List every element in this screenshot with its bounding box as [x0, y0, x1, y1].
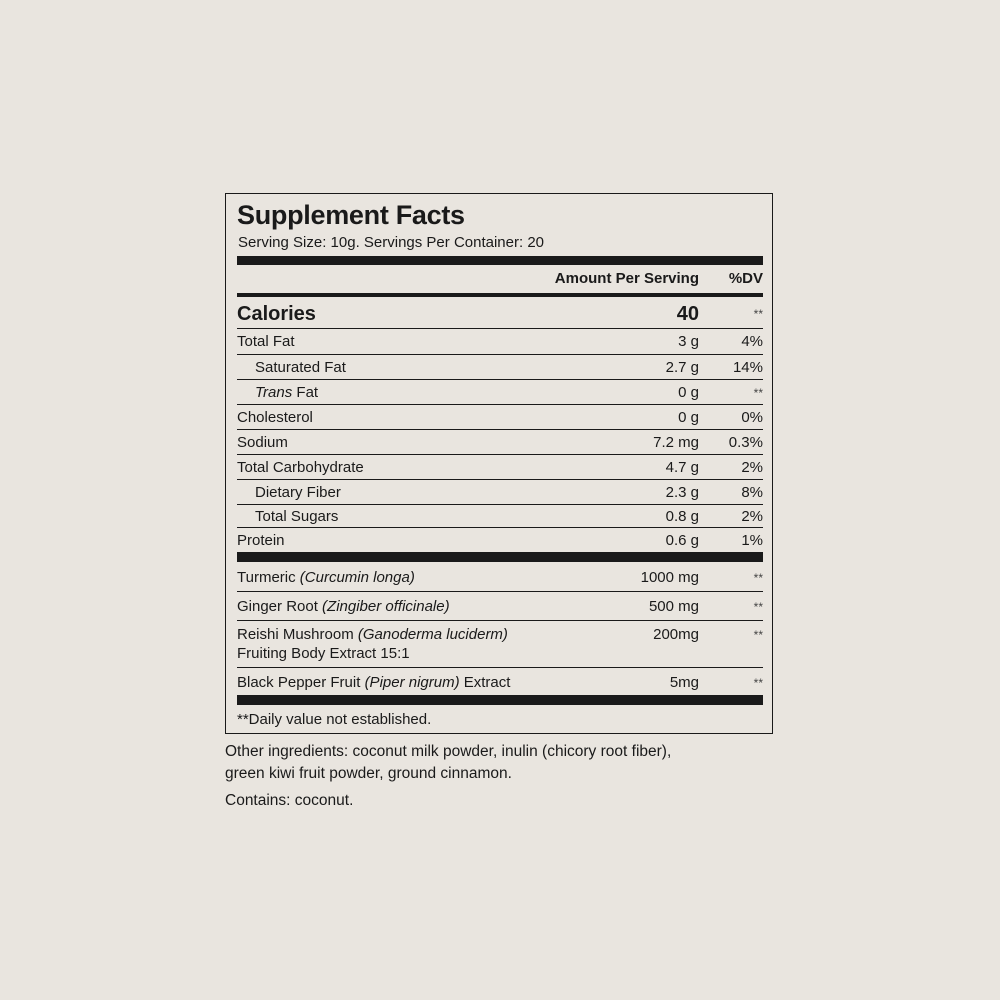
thick-divider	[237, 256, 763, 265]
other-ingredients-line: green kiwi fruit powder, ground cinnamon.	[225, 765, 512, 782]
nutrient-amount: 7.2 mg	[653, 434, 699, 451]
header-amount: Amount Per Serving	[554, 270, 699, 287]
nutrient-row	[237, 355, 763, 381]
botanical-dv: **	[753, 676, 763, 690]
botanical-latin-name: (Curcumin longa)	[299, 569, 415, 586]
nutrient-dv: 4%	[741, 333, 763, 350]
nutrient-name: Total Sugars	[255, 508, 339, 525]
nutrient-amount: 2.3 g	[665, 484, 699, 501]
nutrient-row	[237, 455, 763, 480]
calories-label: Calories	[237, 303, 316, 325]
nutrient-dv: 2%	[741, 459, 763, 476]
botanical-dv: **	[753, 600, 763, 614]
nutrient-row	[237, 380, 763, 405]
botanical-amount: 500 mg	[648, 598, 699, 615]
botanical-latin-name: (Piper nigrum)	[364, 674, 460, 691]
botanical-amount: 200mg	[653, 626, 699, 643]
nutrient-row	[237, 329, 763, 355]
nutrient-amount: 0.6 g	[665, 532, 699, 549]
other-ingredients-line: Other ingredients: coconut milk powder, inulin (chicory root fiber),	[225, 743, 672, 760]
nutrient-amount: 0 g	[678, 409, 699, 426]
botanical-common-name: Black Pepper Fruit	[237, 674, 365, 691]
nutrient-amount: 3 g	[678, 333, 699, 350]
nutrient-name: Total Fat	[237, 333, 295, 350]
supplement-facts-panel	[225, 193, 773, 734]
botanical-name	[237, 674, 510, 691]
botanical-dv: **	[753, 571, 763, 585]
nutrient-amount: 2.7 g	[665, 358, 699, 376]
nutrient-row	[237, 528, 763, 552]
other-ingredients	[225, 741, 671, 785]
nutrient-name: Cholesterol	[237, 409, 313, 426]
nutrient-row	[237, 480, 763, 505]
botanical-name	[237, 626, 508, 643]
nutrient-dv: 1%	[741, 532, 763, 549]
footnote: **Daily value not established.	[237, 711, 432, 728]
botanical-common-name: Turmeric	[237, 569, 300, 586]
nutrient-name: Sodium	[237, 434, 288, 451]
botanical-row	[237, 562, 763, 592]
nutrient-amount: 4.7 g	[665, 459, 699, 476]
nutrient-dv: 0%	[741, 409, 763, 426]
calories-row	[237, 297, 763, 329]
contains-statement: Contains: coconut.	[225, 792, 354, 809]
calories-amount: 40	[676, 303, 699, 325]
botanical-common-name: Reishi Mushroom	[237, 626, 358, 643]
botanical-latin-name: (Zingiber officinale)	[322, 598, 450, 615]
nutrient-name	[255, 384, 318, 401]
nutrient-row	[237, 430, 763, 455]
nutrient-amount: 0 g	[678, 384, 699, 401]
nutrient-name-rest: Fat	[292, 384, 319, 401]
botanical-name	[237, 598, 450, 615]
nutrient-name-italic: Trans	[255, 384, 293, 401]
header-dv: %DV	[728, 270, 763, 287]
serving-info: Serving Size: 10g. Servings Per Container: 20	[238, 234, 544, 251]
botanical-row	[237, 668, 763, 694]
nutrient-name: Protein	[237, 532, 285, 549]
botanical-row	[237, 592, 763, 621]
nutrient-row	[237, 405, 763, 430]
label-title: Supplement Facts	[237, 200, 465, 230]
nutrient-name: Dietary Fiber	[255, 484, 341, 501]
botanical-amount: 5mg	[669, 674, 699, 691]
nutrient-dv: 8%	[741, 484, 763, 501]
nutrient-dv: **	[753, 386, 763, 400]
nutrient-name: Total Carbohydrate	[237, 459, 364, 476]
thick-divider	[237, 695, 763, 705]
nutrient-amount: 0.8 g	[665, 508, 699, 525]
botanical-dv: **	[753, 628, 763, 642]
botanical-amount: 1000 mg	[640, 569, 699, 586]
nutrient-dv: 2%	[741, 508, 763, 525]
nutrient-name: Saturated Fat	[255, 358, 346, 376]
botanical-extract-detail: Fruiting Body Extract 15:1	[237, 645, 410, 662]
nutrient-dv: 0.3%	[728, 434, 763, 451]
nutrient-row	[237, 504, 763, 528]
calories-dv: **	[753, 307, 763, 321]
botanical-row	[237, 621, 763, 668]
botanical-suffix: Extract	[459, 674, 511, 691]
thick-divider	[237, 552, 763, 562]
nutrient-dv: 14%	[732, 358, 763, 376]
botanical-common-name: Ginger Root	[237, 598, 323, 615]
botanical-latin-name: (Ganoderma luciderm)	[357, 626, 508, 643]
botanical-name	[237, 569, 415, 586]
